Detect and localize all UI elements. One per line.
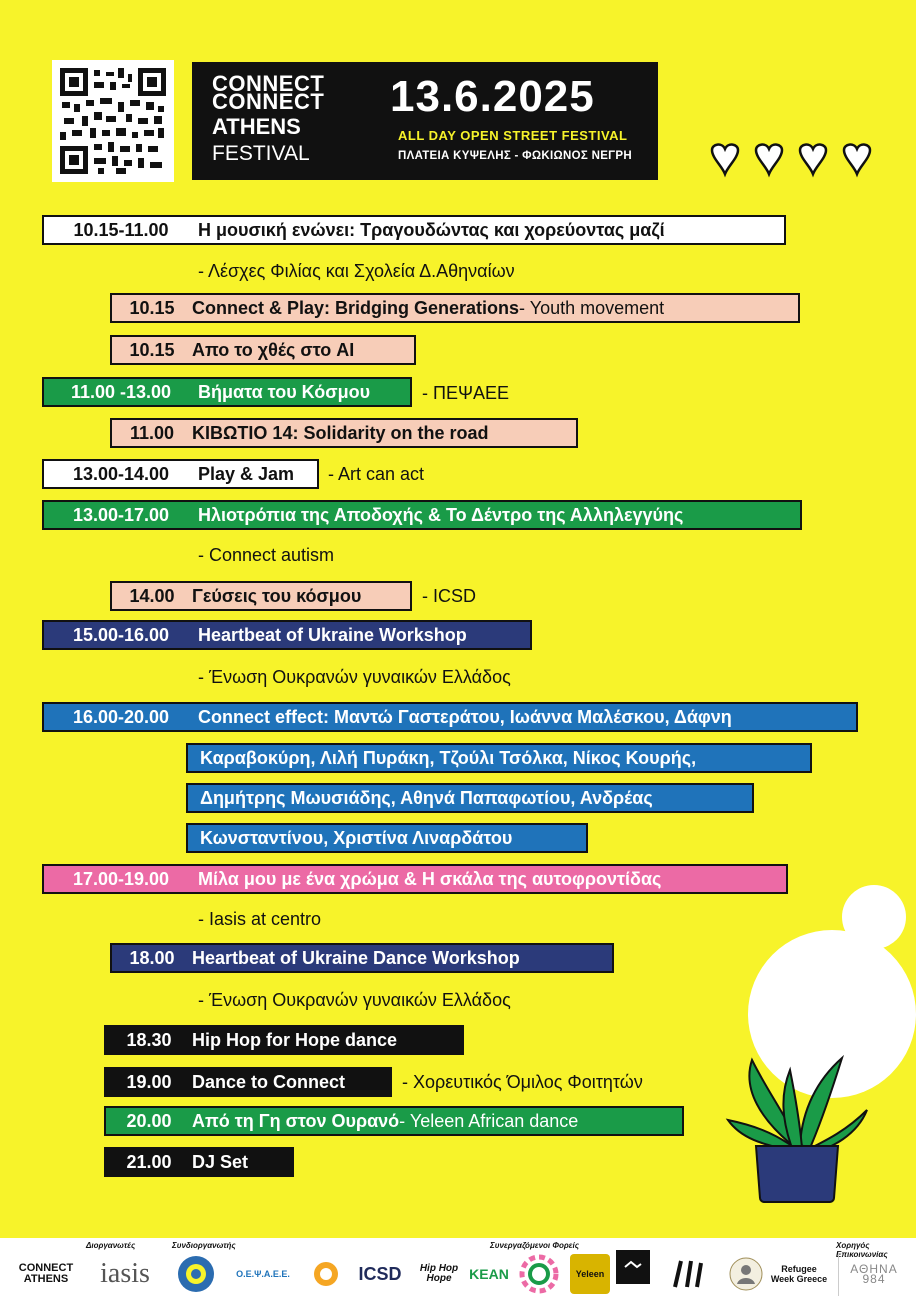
logo-colorwheel: [516, 1252, 562, 1296]
media-sponsor-label: Χορηγός Επικοινωνίας: [836, 1241, 888, 1259]
schedule-row-continuation: Καραβοκύρη, Λιλή Πυράκη, Τζούλι Τσόλκα, Νίκος Κουρής,: [186, 743, 812, 773]
logo-hiphop-hope: Hip Hop Hope: [419, 1263, 459, 1284]
plant-icon: [722, 1050, 872, 1202]
logo-connect-athens: CONNECT ATHENS: [18, 1262, 74, 1285]
festival-date: 13.6.2025: [390, 72, 595, 121]
logo-festival: FESTIVAL: [212, 142, 310, 165]
qr-code-icon: [60, 68, 166, 174]
festival-header: [192, 62, 658, 180]
logo-kean: KEAN: [469, 1266, 509, 1282]
schedule-row-continuation: Δημήτρης Μωυσιάδης, Αθηνά Παπαφωτίου, Ανδρέας: [186, 783, 754, 813]
schedule-note: - Λέσχες Φιλίας και Σχολεία Δ.Αθηναίων: [198, 261, 515, 281]
schedule-row: 21.00 DJ Set: [104, 1147, 294, 1177]
schedule-note: - Χορευτικός Όμιλος Φοιτητών: [402, 1072, 643, 1092]
schedule-row: 10.15 Connect & Play: Bridging Generations - Youth movement: [110, 293, 800, 323]
logo-athina-984: ΑΘΗΝΑ 984: [838, 1252, 909, 1296]
logo-connect-echo: CONNECT: [212, 89, 325, 114]
logo-connect: CONNECT CONNECT: [212, 71, 325, 114]
schedule-row: 18.30 Hip Hop for Hope dance: [104, 1025, 464, 1055]
schedule-row: 11.00 -13.00 Βήματα του Κόσμου: [42, 377, 412, 407]
schedule-row: 15.00-16.00 Heartbeat of Ukraine Workshop: [42, 620, 532, 650]
festival-tagline: ALL DAY OPEN STREET FESTIVAL: [398, 128, 628, 143]
schedule-note: - Ένωση Ουκρανών γυναικών Ελλάδος: [198, 667, 511, 687]
schedule-note: - ICSD: [422, 586, 476, 606]
heart-icon: [844, 145, 870, 174]
schedule-row: 16.00-20.00 Connect effect: Μαντώ Γαστεράτου, Ιωάννα Μαλέσκου, Δάφνη: [42, 702, 858, 732]
schedule-row: 17.00-19.00 Μίλα μου με ένα χρώμα & Η σκάλα της αυτοφροντίδας: [42, 864, 788, 894]
hearts-decoration: [708, 142, 878, 183]
schedule-row: 10.15-11.00 Η μουσική ενώνει: Τραγουδώντας και χορεύοντας μαζί: [42, 215, 786, 245]
schedule-row: 13.00-14.00 Play & Jam: [42, 459, 319, 489]
heart-icon: [800, 145, 826, 174]
schedule-row-continuation: Κωνσταντίνου, Χριστίνα Λιναρδάτου: [186, 823, 588, 853]
logo-oepaee: Ο.Ε.Ψ.Α.Ε.Ε.: [236, 1269, 290, 1279]
logo-athens: ATHENS: [212, 114, 301, 139]
schedule-row: 19.00 Dance to Connect: [104, 1067, 392, 1097]
logo-iasis: iasis: [100, 1258, 150, 1289]
logo-yeleen: Yeleen: [570, 1254, 610, 1294]
qr-code: [52, 60, 174, 182]
logo-emblem: [174, 1252, 218, 1296]
schedule-row: 18.00 Heartbeat of Ukraine Dance Workshop: [110, 943, 614, 973]
logo-refugee-week: Refugee Week Greece: [770, 1264, 828, 1284]
schedule-row: 11.00 ΚΙΒΩΤΙΟ 14: Solidarity on the road: [110, 418, 578, 448]
schedule-row: 20.00 Από τη Γη στον Ουρανό - Yeleen African dance: [104, 1106, 684, 1136]
partners-label: Συνεργαζόμενοι Φορείς: [490, 1241, 579, 1250]
organizers-label: Διοργανωτές: [86, 1241, 136, 1250]
schedule-note: - Iasis at centro: [198, 909, 322, 929]
heart-icon: [712, 145, 738, 174]
logo-ngo: [304, 1252, 348, 1296]
heart-icon: [756, 145, 782, 174]
logo-icsd: ICSD: [358, 1264, 402, 1284]
coorganizer-label: Συνδιοργανωτής: [172, 1241, 236, 1250]
schedule-note: - Ένωση Ουκρανών γυναικών Ελλάδος: [198, 990, 511, 1010]
logo-black-square: [616, 1250, 650, 1284]
schedule-row: 13.00-17.00 Ηλιοτρόπια της Αποδοχής & Το Δέντρο της Αλληλεγγύης: [42, 500, 802, 530]
schedule-note: - Art can act: [328, 464, 425, 484]
schedule-row: 14.00 Γεύσεις του κόσμου: [110, 581, 412, 611]
logo-portrait: [726, 1252, 766, 1296]
schedule-note: - ΠΕΨΑΕΕ: [422, 383, 510, 403]
sponsors-footer: [0, 1238, 916, 1300]
logo-dance-club: [656, 1252, 722, 1296]
schedule-note: - Connect autism: [198, 545, 335, 565]
festival-location: ΠΛΑΤΕΙΑ ΚΥΨΕΛΗΣ - ΦΩΚΙΩΝΟΣ ΝΕΓΡΗ: [398, 150, 632, 162]
schedule-row: 10.15 Απο το χθές στο AI: [110, 335, 416, 365]
